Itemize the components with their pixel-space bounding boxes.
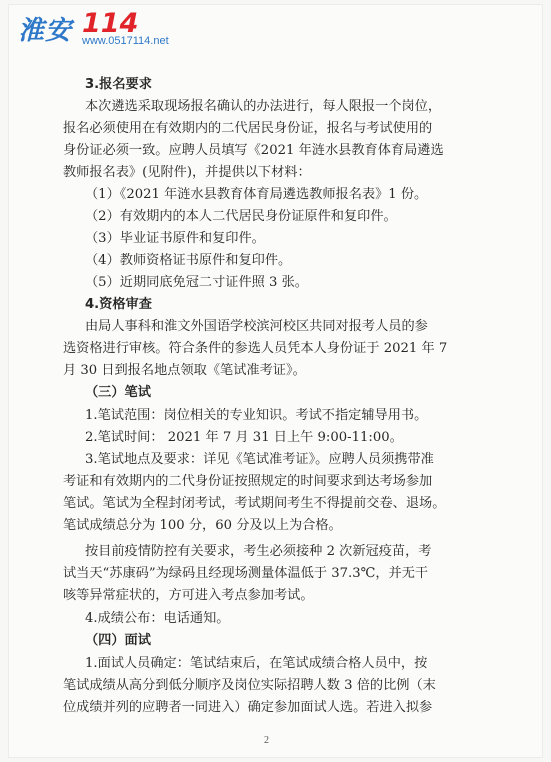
page-number: 2 [264,735,269,746]
paragraph-line: 考证和有效期内的二代身份证按照规定的时间要求到达考场参加 [63,474,433,489]
paragraph-line: 笔试。笔试为全程封闭考试，考试期间考生不得提前交卷、退场。 [63,496,446,511]
paragraph-line: 选资格进行审核。符合条件的参选人员凭本人身份证于 2021 年 7 [63,341,448,356]
paragraph-line: 笔试成绩从高分到低分顺序及岗位实际招聘人数 3 倍的比例（末 [63,678,436,693]
paragraph-line: 2.笔试时间： 2021 年 7 月 31 日上午 9:00-11:00。 [85,430,403,445]
paragraph-line: 咳等异常症状的，方可进入考点参加考试。 [63,588,314,603]
paragraph-line: 笔试成绩总分为 100 分，60 分及以上为合格。 [63,518,342,533]
logo-text: 淮安 [18,16,73,46]
paragraph-line: 4.成绩公布：电话通知。 [85,611,230,626]
list-item: （4）教师资格证书原件和复印件。 [85,253,292,268]
paragraph-line: 月 30 日到报名地点领取《笔试准考证》。 [63,363,306,378]
paragraph-line: 本次遴选采取现场报名确认的办法进行，每人限报一个岗位， [85,99,442,114]
list-item: （2）有效期内的本人二代居民身份证原件和复印件。 [85,209,397,224]
section-heading: （三）笔试 [85,385,151,400]
section-heading: 4.资格审查 [85,297,152,312]
paragraph-line: 1.笔试范围：岗位相关的专业知识。考试不指定辅导用书。 [85,408,428,423]
list-item: （3）毕业证书原件和复印件。 [85,231,265,246]
logo-url: www.0517114.net [82,35,169,47]
paragraph-line: 位成绩并列的应聘者一同进入）确定参加面试人选。若进入拟参 [63,700,433,715]
logo-number: 114 [82,8,139,39]
list-item: （5）近期同底免冠二寸证件照 3 张。 [85,275,308,290]
paragraph-line: 1.面试人员确定：笔试结束后，在笔试成绩合格人员中，按 [85,656,428,671]
paragraph-line: 试当天“苏康码”为绿码且经现场测量体温低于 37.3℃，并无干 [63,566,429,581]
paragraph-line: 报名必须使用在有效期内的二代居民身份证，报名与考试使用的 [63,121,433,136]
section-heading: 3.报名要求 [85,77,152,92]
paragraph-line: 教师报名表》(见附件)，并提供以下材料： [63,165,311,180]
section-heading: （四）面试 [85,633,151,648]
paragraph-line: 3.笔试地点及要求：详见《笔试准考证》。应聘人员须携带准 [85,452,434,467]
paragraph-line: 身份证必须一致。应聘人员填写《2021 年涟水县教育体育局遴选 [63,143,444,158]
list-item: （1）《2021 年涟水县教育体育局遴选教师报名表》1 份。 [85,187,428,202]
paragraph-line: 由局人事科和淮文外国语学校滨河校区共同对报考人员的参 [85,319,428,334]
paragraph-line: 按目前疫情防控有关要求，考生必须接种 2 次新冠疫苗，考 [85,544,432,559]
